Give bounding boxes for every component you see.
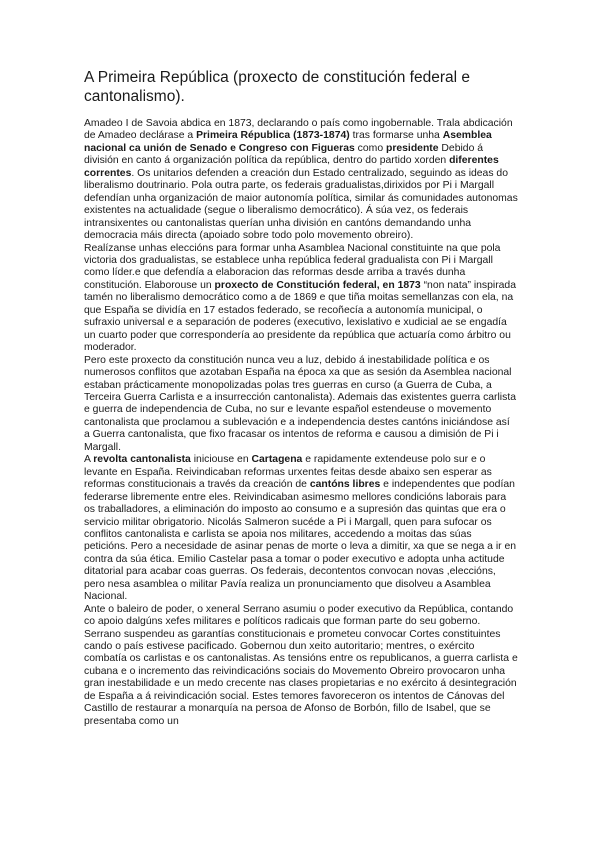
text-run: iniciouse en [190,454,252,466]
text-run: Debido á división en canto á organización política da república, dentro do partido xorden [84,142,484,167]
body-paragraph [84,243,518,355]
bold-text-run: proxecto de Constitución federal, en 1873 [214,279,421,291]
text-run: como [354,142,386,154]
bold-text-run: diferentes correntes [84,155,499,179]
bold-text-run: Asemblea nacional ca unión de Senado e Congreso con Figueras [84,130,492,154]
text-run: “non nata” inspirada tamén no liberalismo democrático como a de 1869 e que tiña moitas semellanzas con ela, na que España se dividía en 17 estados federado, se recoñecía a autonomía municipal, o sufraxio universal e a separación de poderes (executivo, lexislativo e xudicial ae se engadía un cuarto poder que correspondería ao presidente da república que actuaría como árbitro ou moderador. [84,279,516,354]
page-title: A Primeira República (proxecto de constitución federal e cantonalismo). [84,69,470,105]
bold-text-run: cantóns libres [309,479,381,491]
text-run: tras formarse unha [349,130,443,142]
document-body [84,118,518,728]
body-paragraph [84,454,518,603]
text-run: Realízanse unhas eleccións para formar unha Asamblea Nacional constituinte na que pola victoria dos gradualistas, se establece unha república federal gradualista con Pi i Margall como líder.e que defendía a elaboracion das reformas desde arriba a través dunha constitución. Elaborouse un [84,242,501,291]
bold-text-run: Cartagena [251,454,303,466]
body-paragraph [84,355,518,455]
text-run: Amadeo I de Savoia abdica en 1873, declarando o país como ingobernable. Trala abdicación de Amadeo declárase a [84,118,513,142]
bold-text-run: presidente [385,142,439,154]
text-run: Pero este proxecto da constitución nunca veu a luz, debido á inestabilidade política e os numerosos conflitos que azotaban España na época xa que as sesión da Asemblea nacional estaban prácticamente monopolizadas polas tres guerras en curso (a Guerra de Cuba, a Terceira Guerra Carlista e a insurrección cantonalista). Ademais das existentes guerra carlista e guerra de independencia de Cuba, no sur e levante español estendeuse o movemento cantonalista que proclamou a sublevación e a independencia destes cantóns iniciándose así a Guerra cantonalista, que fixo fracasar os intentos de reforma e causou a dimisión de Pi i Margall. [84,354,516,453]
text-run: e rapidamente extendeuse polo sur e o levante en España. Reivindicaban reformas urxentes feitas desde abaixo sen esperar as reformas constitucionais a través da creación de [84,454,492,491]
text-run: A [84,454,94,466]
bold-text-run: Primeira Républica (1873-1874) [196,130,350,142]
text-run: e independentes que podían federarse libremente entre eles. Reivindicaban asimesmo mellores condicións laborais para os traballadores, a eliminación do imposto ao consumo e a supresión das quintas que era o servicio militar obrigatorio. Nicolás Salmeron sucéde a Pi i Margall, quen para sufocar os conflitos cantonalista e carlista se apoia nos militares, accedendo a moitas das súas peticións. Pero a necesidade de asinar penas de morte o leva a dimitir, xa que se nega a ir en contra da súa ética. Emilio Castelar pasa a tomar o poder executivo e adopta unha actitude ditatorial para acabar coas guerras. Os federais, decontentos convocan novas ,eleccións, pero nesa asamblea o militar Pavía realiza un pronunciamento que disolveu a Asamblea Nacional. [84,479,517,603]
text-run: . Os unitarios defenden a creación dun Estado centralizado, seguindo as ideas do liberalismo doutrinario. Pola outra parte, os federais gradualistas,dirixidos por Pi i Margall defendían unha organización de maior autonomía política, similar ás comunidades autonomas existentes na actualidade (segue o liberalismo democrático). Á súa vez, os federais intransixentes ou cantonalistas querían unha división en cantóns demandando unha democracia máis directa (apoiado sobre todo polo movemento obreiro). [84,167,518,242]
text-run: Ante o baleiro de poder, o xeneral Serrano asumiu o poder executivo da República, contando co apoio dalgúns xefes militares e políticos radicais que forman parte do seu goberno. Serrano suspendeu as garantías constitucionais e prometeu convocar Cortes constituintes cando o país estivese pacificado. Gobernou dun xeito autoritario; mentres, o exército combatía os carlistas e os cantonalistas. As tensións entre os republicanos, a guerra carlista e cubana e o incremento das reivindicacións sociais do Movemento Obreiro provocaron unha gran inestabilidade e un medo crecente nas clases propietarias e no exército á desintegración de España a á reivindicación social. Estes temores favoreceron os intentos de Cánovas del Castillo de restaurar a monarquía na persoa de Afonso de Borbón, fillo de Isabel, que se presentaba como un [84,603,518,727]
bold-text-run: revolta cantonalista [93,454,191,466]
body-paragraph [84,118,518,243]
body-paragraph [84,604,518,729]
